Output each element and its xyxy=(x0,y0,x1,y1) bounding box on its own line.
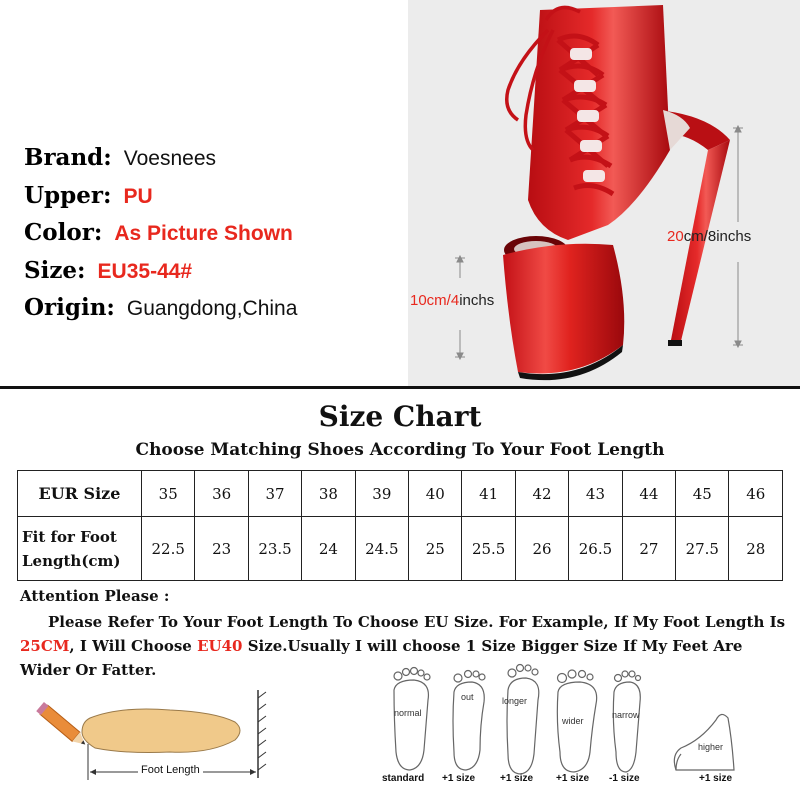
platform-height-label: 10cm/4inchs xyxy=(410,292,495,309)
eur-size-cell: 39 xyxy=(355,471,408,517)
spec-value: EU35-44# xyxy=(97,259,193,283)
foot-type-label: narrow xyxy=(612,710,640,720)
foot-length-cell: 25 xyxy=(409,517,462,581)
product-specs xyxy=(24,144,404,332)
spec-label: Origin: xyxy=(24,294,115,321)
foot-type-size: +1 size xyxy=(556,773,590,784)
heel-height-label: 20cm/8inchs xyxy=(667,228,752,245)
product-photo xyxy=(408,0,800,386)
eur-size-cell: 46 xyxy=(729,471,783,517)
spec-label: Color: xyxy=(24,219,103,246)
foot-type-size: +1 size xyxy=(442,773,476,784)
foot-length-header: Fit for Foot Length(cm) xyxy=(18,517,142,581)
platform-boot-illustration xyxy=(408,0,800,386)
eur-size-cell: 40 xyxy=(409,471,462,517)
attention-text: Please Refer To Your Foot Length To Choose EU Size. For Example, If My Foot Length Is 25CM, I Will Choose EU40 Size.Usually I will choose 1 Size Bigger Size If My Feet Are Wider Or Fatter. xyxy=(20,613,786,679)
foot-length-cell: 28 xyxy=(729,517,783,581)
foot-narrow-icon xyxy=(613,671,640,772)
spec-value: Voesnees xyxy=(123,147,217,170)
foot-normal-icon xyxy=(394,668,430,771)
foot-length-cell: 27 xyxy=(622,517,675,581)
attention-title: Attention Please : xyxy=(20,587,170,605)
eur-size-cell: 43 xyxy=(569,471,622,517)
foot-length-cell: 26 xyxy=(515,517,568,581)
eur-size-cell: 44 xyxy=(622,471,675,517)
foot-length-cell: 27.5 xyxy=(676,517,729,581)
spec-label: Upper: xyxy=(24,181,112,209)
foot-type-label: higher xyxy=(698,742,724,752)
foot-length-cell: 24 xyxy=(302,517,355,581)
spec-label: Brand: xyxy=(24,144,112,171)
foot-measure-illustration xyxy=(30,688,270,788)
foot-length-cell: 25.5 xyxy=(462,517,515,581)
spec-value: PU xyxy=(123,184,153,208)
foot-length-cell: 24.5 xyxy=(355,517,408,581)
spec-color xyxy=(24,219,404,257)
spec-upper xyxy=(24,182,404,220)
size-chart-subtitle: Choose Matching Shoes According To Your Foot Length xyxy=(135,440,665,460)
foot-type-size: standard xyxy=(382,773,425,784)
eur-size-cell: 45 xyxy=(676,471,729,517)
foot-length-cell: 23.5 xyxy=(248,517,301,581)
eur-size-cell: 41 xyxy=(462,471,515,517)
eur-size-row xyxy=(18,471,783,517)
eur-size-cell: 42 xyxy=(515,471,568,517)
eur-size-cell: 38 xyxy=(302,471,355,517)
foot-length-cell: 23 xyxy=(195,517,248,581)
foot-length-row xyxy=(18,517,783,581)
foot-type-label: normal xyxy=(394,708,422,718)
eur-size-cell: 35 xyxy=(142,471,195,517)
spec-value: As Picture Shown xyxy=(114,222,293,245)
spec-value: Guangdong,China xyxy=(126,297,298,320)
example-size: EU40 xyxy=(197,637,243,655)
spec-brand xyxy=(24,144,404,182)
eur-size-cell: 37 xyxy=(248,471,301,517)
size-chart-title: Size Chart xyxy=(318,400,482,433)
foot-out-icon xyxy=(453,671,485,771)
foot-length-label: Foot Length xyxy=(138,764,203,776)
foot-type-size: +1 size xyxy=(500,773,534,784)
foot-type-size: -1 size xyxy=(609,773,640,784)
foot-type-size: +1 size xyxy=(699,773,733,784)
eur-size-cell: 36 xyxy=(195,471,248,517)
foot-length-cell: 26.5 xyxy=(569,517,622,581)
foot-type-label: wider xyxy=(562,716,584,726)
example-length: 25CM xyxy=(20,637,70,655)
spec-origin xyxy=(24,294,404,332)
foot-types xyxy=(376,660,796,800)
spec-label: Size: xyxy=(24,256,86,284)
foot-longer-icon xyxy=(507,665,539,775)
foot-type-label: out xyxy=(461,692,474,702)
eur-size-header: EUR Size xyxy=(18,471,142,517)
size-table xyxy=(17,470,783,581)
foot-length-cell: 22.5 xyxy=(142,517,195,581)
spec-size xyxy=(24,257,404,295)
section-divider xyxy=(0,386,800,389)
foot-type-label: longer xyxy=(502,696,528,706)
